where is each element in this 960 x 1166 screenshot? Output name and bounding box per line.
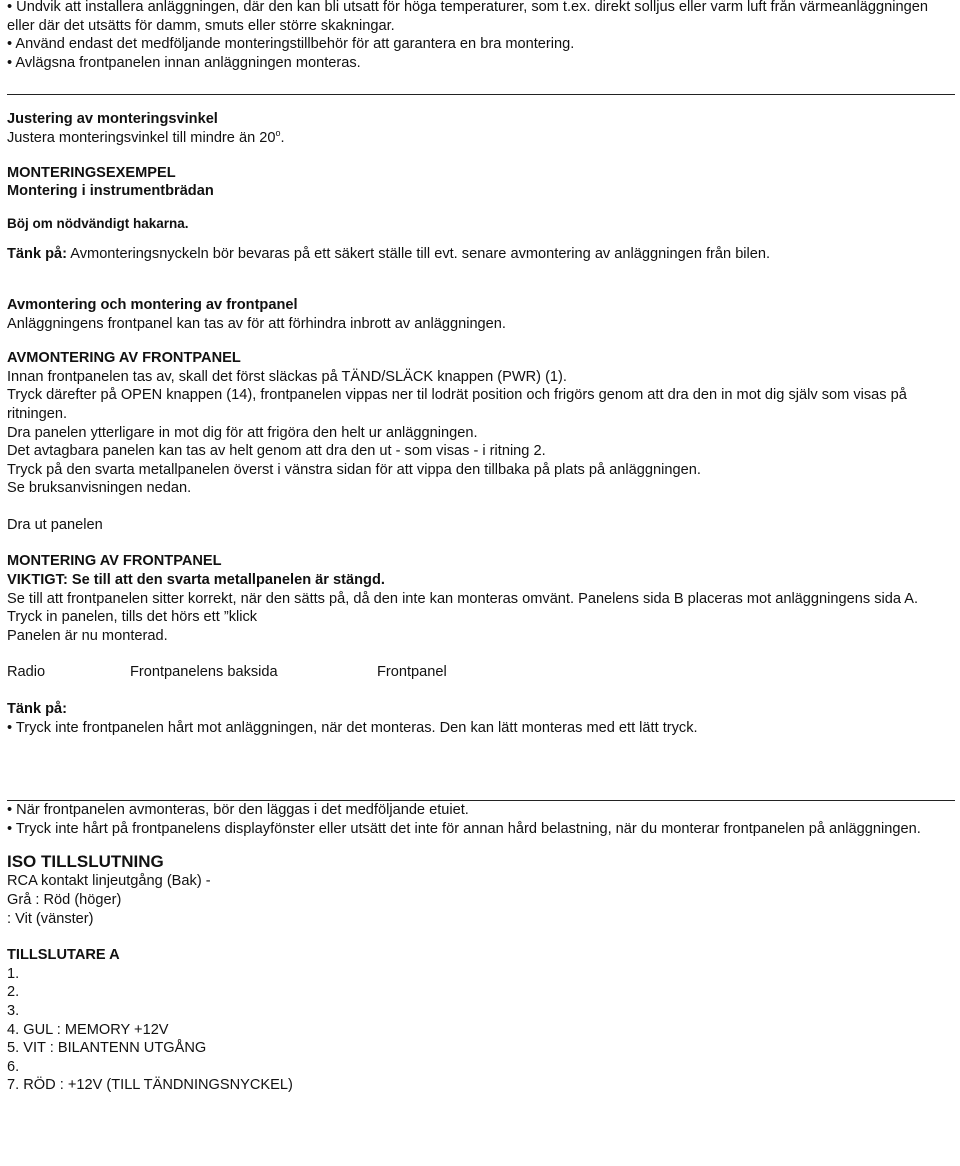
removal-heading: AVMONTERING AV FRONTPANEL xyxy=(7,350,241,367)
example-section xyxy=(7,164,953,264)
frontpanel-text: Anläggningens frontpanel kan tas av för att förhindra inbrott av anläggningen. xyxy=(7,315,506,332)
connector-item: 6. xyxy=(7,1058,20,1075)
bottom-bullets xyxy=(7,801,953,838)
angle-heading: Justering av monteringsvinkel xyxy=(7,111,218,128)
connector-item: 1. xyxy=(7,965,20,982)
removal-line: Tryck därefter på OPEN knappen (14), frontpanelen vippas ner til lodrät position och frigörs genom att dra den in mot dig själv som visas på ritningen. xyxy=(7,387,907,422)
mounting-line: Tryck in panelen, tills det hörs ett ”klick xyxy=(7,609,258,626)
intro-bullets xyxy=(7,0,953,72)
iso-line: Grå : Röd (höger) xyxy=(7,892,122,908)
angle-text: Justera monteringsvinkel till mindre än 20$^o$. xyxy=(7,127,285,146)
figure-label-back: Frontpanelens baksida xyxy=(130,664,278,681)
figure-label-radio: Radio xyxy=(7,664,46,681)
removal-line: Innan frontpanelen tas av, skall det först släckas på TÄND/SLÄCK knappen (PWR) (1). xyxy=(7,368,567,385)
figure-labels xyxy=(7,663,953,682)
intro-bullet: • Undvik att installera anläggningen, där den kan bli utsatt för höga temperaturer, som t.ex. direkt solljus eller varm luft från värmeanläggningen eller där det utsätts för damm, smuts eller större skakningar. xyxy=(7,0,928,34)
removal-line: Tryck på den svarta metallpanelen överst i vänstra sidan för att vippa den tillbaka på plats på anläggningen. xyxy=(7,461,701,478)
bend-note: Böj om nödvändigt hakarna. xyxy=(7,215,189,231)
connector-a-section xyxy=(7,946,953,1095)
example-tip: Tänk på: Avmonteringsnyckeln bör bevaras på ett säkert ställe till evt. senare avmontering av anläggningen från bilen. xyxy=(7,246,771,263)
connector-item: 7. RÖD : +12V (TILL TÄNDNINGSNYCKEL) xyxy=(7,1077,293,1094)
example-heading: MONTERINGSEXEMPEL xyxy=(7,164,176,181)
removal-line: Se bruksanvisningen nedan. xyxy=(7,480,192,497)
connector-item: 2. xyxy=(7,984,20,1001)
mounting-heading: MONTERING AV FRONTPANEL xyxy=(7,553,222,570)
removal-section xyxy=(7,349,953,534)
figure-label-front: Frontpanel xyxy=(377,664,447,681)
bottom-bullet: • Tryck inte hårt på frontpanelens displayfönster eller utsätt det inte för annan hård belastning, när du monterar frontpanelen på anläggningen. xyxy=(7,820,921,837)
mounting-section xyxy=(7,552,953,737)
pull-out-label: Dra ut panelen xyxy=(7,516,103,533)
iso-line: RCA kontakt linjeutgång (Bak) - xyxy=(7,873,211,890)
mounting-line: Se till att frontpanelen sitter korrekt, när den sätts på, då den inte kan monteras omvänt. Panelens sida B placeras mot anläggningens sida A. xyxy=(7,590,919,607)
bottom-bullet: • När frontpanelen avmonteras, bör den läggas i det medföljande etuiet. xyxy=(7,802,469,819)
example-subheading: Montering i instrumentbrädan xyxy=(7,183,214,200)
frontpanel-section xyxy=(7,296,953,333)
mounting-important: VIKTIGT: Se till att den svarta metallpanelen är stängd. xyxy=(7,572,385,589)
frontpanel-heading: Avmontering och montering av frontpanel xyxy=(7,296,298,313)
connector-a-heading: TILLSLUTARE A xyxy=(7,947,120,964)
mounting-line: Panelen är nu monterad. xyxy=(7,627,168,644)
iso-section xyxy=(7,852,953,928)
intro-bullet: • Avlägsna frontpanelen innan anläggningen monteras. xyxy=(7,54,361,71)
connector-item: 5. VIT : BILANTENN UTGÅNG xyxy=(7,1040,207,1057)
document-page xyxy=(7,0,953,1095)
connector-item: 3. xyxy=(7,1002,20,1019)
mounting-tip-line: • Tryck inte frontpanelen hårt mot anläggningen, när det monteras. Den kan lätt monteras med ett lätt tryck. xyxy=(7,719,698,736)
iso-heading: ISO TILLSLUTNING xyxy=(7,852,164,872)
mounting-tip-label: Tänk på: xyxy=(7,701,68,718)
connector-item: 4. GUL : MEMORY +12V xyxy=(7,1021,169,1038)
removal-line: Det avtagbara panelen kan tas av helt genom att dra den ut - som visas - i ritning 2. xyxy=(7,443,546,460)
angle-section xyxy=(7,110,953,147)
removal-line: Dra panelen ytterligare in mot dig för att frigöra den helt ur anläggningen. xyxy=(7,424,478,441)
iso-line: : Vit (vänster) xyxy=(7,910,94,927)
intro-bullet: • Använd endast det medföljande monteringstillbehör för att garantera en bra montering. xyxy=(7,36,575,53)
